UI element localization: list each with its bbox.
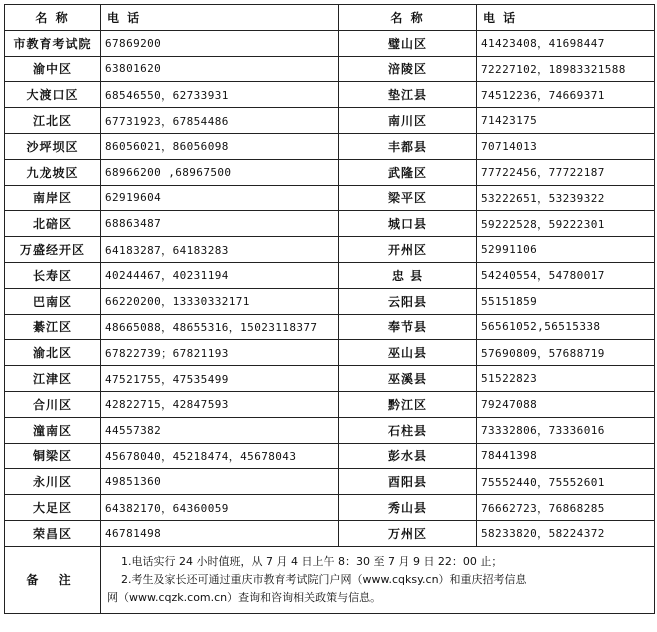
- district-name-left: 綦江区: [5, 314, 101, 340]
- phone-numbers-right: 53222651，53239322: [477, 185, 655, 211]
- table-row: [5, 314, 655, 340]
- remarks-label: 备 注: [5, 546, 101, 613]
- table-row: [5, 108, 655, 134]
- phone-numbers-right: 72227102，18983321588: [477, 56, 655, 82]
- district-name-right: 武隆区: [339, 159, 477, 185]
- district-name-right: 丰都县: [339, 133, 477, 159]
- district-name-left: 潼南区: [5, 417, 101, 443]
- phone-numbers-left: 63801620: [101, 56, 339, 82]
- district-name-left: 铜梁区: [5, 443, 101, 469]
- phone-numbers-right: 74512236，74669371: [477, 82, 655, 108]
- district-name-right: 垫江县: [339, 82, 477, 108]
- phone-numbers-left: 64382170，64360059: [101, 495, 339, 521]
- phone-numbers-right: 73332806，73336016: [477, 417, 655, 443]
- district-name-left: 合川区: [5, 391, 101, 417]
- district-name-left: 大足区: [5, 495, 101, 521]
- page: [4, 4, 655, 614]
- district-name-left: 九龙坡区: [5, 159, 101, 185]
- district-name-right: 开州区: [339, 237, 477, 263]
- district-name-right: 巫山县: [339, 340, 477, 366]
- table-row: [5, 262, 655, 288]
- phone-numbers-right: 70714013: [477, 133, 655, 159]
- phone-numbers-right: 55151859: [477, 288, 655, 314]
- district-name-right: 城口县: [339, 211, 477, 237]
- phone-numbers-right: 54240554，54780017: [477, 262, 655, 288]
- district-name-left: 渝中区: [5, 56, 101, 82]
- phone-numbers-right: 52991106: [477, 237, 655, 263]
- phone-numbers-left: 40244467，40231194: [101, 262, 339, 288]
- district-name-left: 沙坪坝区: [5, 133, 101, 159]
- district-name-left: 荣昌区: [5, 520, 101, 546]
- table-row: [5, 82, 655, 108]
- district-name-left: 万盛经开区: [5, 237, 101, 263]
- phone-numbers-right: 57690809，57688719: [477, 340, 655, 366]
- district-name-right: 梁平区: [339, 185, 477, 211]
- phone-numbers-left: 42822715，42847593: [101, 391, 339, 417]
- table-row: [5, 185, 655, 211]
- phone-numbers-left: 47521755，47535499: [101, 366, 339, 392]
- district-name-right: 奉节县: [339, 314, 477, 340]
- table-row: [5, 417, 655, 443]
- header-name-right: 名 称: [339, 5, 477, 31]
- table-row: [5, 520, 655, 546]
- district-name-right: 忠 县: [339, 262, 477, 288]
- phone-numbers-left: 46781498: [101, 520, 339, 546]
- district-name-left: 北碚区: [5, 211, 101, 237]
- phone-numbers-right: 59222528，59222301: [477, 211, 655, 237]
- phone-numbers-left: 68546550，62733931: [101, 82, 339, 108]
- phone-numbers-right: 41423408，41698447: [477, 30, 655, 56]
- table-row: [5, 56, 655, 82]
- phone-numbers-left: 48665088，48655316，15023118377: [101, 314, 339, 340]
- district-name-left: 渝北区: [5, 340, 101, 366]
- phone-numbers-right: 56561052,56515338: [477, 314, 655, 340]
- table-row: [5, 495, 655, 521]
- table-row: [5, 211, 655, 237]
- phone-numbers-left: 66220200，13330332171: [101, 288, 339, 314]
- remarks-row: [5, 546, 655, 613]
- table-row: [5, 443, 655, 469]
- hotline-table: [4, 4, 655, 614]
- phone-numbers-left: 67869200: [101, 30, 339, 56]
- header-phone-right: 电 话: [477, 5, 655, 31]
- district-name-right: 黔江区: [339, 391, 477, 417]
- table-row: [5, 30, 655, 56]
- table-body: [5, 30, 655, 546]
- district-name-left: 大渡口区: [5, 82, 101, 108]
- district-name-left: 长寿区: [5, 262, 101, 288]
- phone-numbers-right: 78441398: [477, 443, 655, 469]
- phone-numbers-left: 67731923，67854486: [101, 108, 339, 134]
- district-name-right: 万州区: [339, 520, 477, 546]
- phone-numbers-left: 68966200 ,68967500: [101, 159, 339, 185]
- remarks-content: [101, 546, 655, 613]
- phone-numbers-left: 64183287，64183283: [101, 237, 339, 263]
- phone-numbers-left: 86056021，86056098: [101, 133, 339, 159]
- district-name-left: 市教育考试院: [5, 30, 101, 56]
- district-name-right: 石柱县: [339, 417, 477, 443]
- table-row: [5, 366, 655, 392]
- remark-line-2: 2.考生及家长还可通过重庆市教育考试院门户网（www.cqksy.cn）和重庆招考信息: [121, 572, 527, 586]
- phone-numbers-right: 51522823: [477, 366, 655, 392]
- phone-numbers-right: 79247088: [477, 391, 655, 417]
- district-name-right: 涪陵区: [339, 56, 477, 82]
- district-name-right: 南川区: [339, 108, 477, 134]
- district-name-left: 江北区: [5, 108, 101, 134]
- phone-numbers-left: 68863487: [101, 211, 339, 237]
- phone-numbers-right: 58233820，58224372: [477, 520, 655, 546]
- table-row: [5, 340, 655, 366]
- district-name-right: 彭水县: [339, 443, 477, 469]
- remark-line-3: 网（www.cqzk.com.cn）查询和咨询相关政策与信息。: [107, 590, 382, 604]
- district-name-left: 永川区: [5, 469, 101, 495]
- phone-numbers-right: 75552440，75552601: [477, 469, 655, 495]
- header-phone-left: 电 话: [101, 5, 339, 31]
- table-row: [5, 237, 655, 263]
- phone-numbers-left: 44557382: [101, 417, 339, 443]
- phone-numbers-right: 71423175: [477, 108, 655, 134]
- header-row: [5, 5, 655, 31]
- phone-numbers-left: 67822739；67821193: [101, 340, 339, 366]
- district-name-left: 南岸区: [5, 185, 101, 211]
- district-name-right: 秀山县: [339, 495, 477, 521]
- district-name-right: 云阳县: [339, 288, 477, 314]
- phone-numbers-right: 76662723，76868285: [477, 495, 655, 521]
- phone-numbers-right: 77722456，77722187: [477, 159, 655, 185]
- table-row: [5, 133, 655, 159]
- district-name-left: 巴南区: [5, 288, 101, 314]
- phone-numbers-left: 45678040，45218474，45678043: [101, 443, 339, 469]
- phone-numbers-left: 49851360: [101, 469, 339, 495]
- table-row: [5, 469, 655, 495]
- district-name-right: 巫溪县: [339, 366, 477, 392]
- table-row: [5, 288, 655, 314]
- district-name-right: 璧山区: [339, 30, 477, 56]
- phone-numbers-left: 62919604: [101, 185, 339, 211]
- table-row: [5, 159, 655, 185]
- district-name-right: 酉阳县: [339, 469, 477, 495]
- header-name-left: 名 称: [5, 5, 101, 31]
- table-row: [5, 391, 655, 417]
- district-name-left: 江津区: [5, 366, 101, 392]
- remark-line-1: 1.电话实行 24 小时值班，从 7 月 4 日上午 8：30 至 7 月 9 日 22：00 止；: [121, 554, 503, 568]
